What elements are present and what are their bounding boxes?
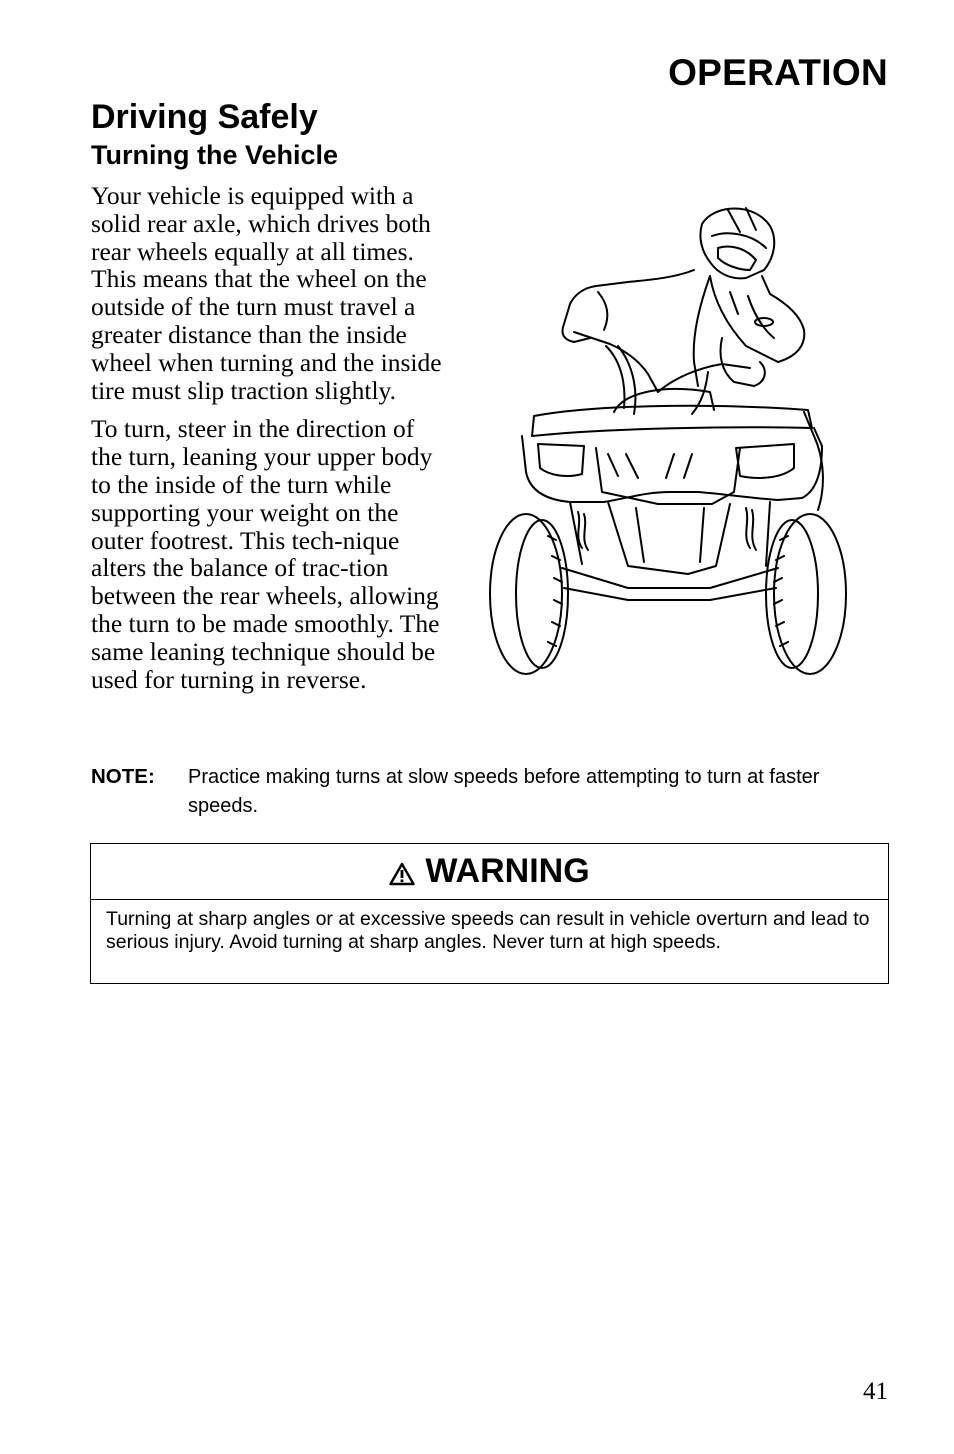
warning-text: Turning at sharp angles or at excessive speeds can result in vehicle overturn and lead to serious injury. Avoid turning at sharp angles. Never turn at high speeds. xyxy=(106,908,870,953)
subsection-title: Turning the Vehicle xyxy=(91,140,339,170)
page-header-title: OPERATION xyxy=(668,52,888,93)
note-text: Practice making turns at slow speeds before attempting to turn at faster speeds. xyxy=(188,766,820,817)
warning-box xyxy=(90,843,889,984)
body-paragraph: To turn, steer in the direction of the turn, leaning your upper body to the inside of the turn while supporting your weight on the outer footrest. This tech-nique alters the balance of trac-tion between the rear wheels, allowing the turn to be made smoothly. The same leaning technique should be used for turning in reverse. xyxy=(91,414,440,694)
warning-triangle-icon xyxy=(389,862,415,886)
page-number: 41 xyxy=(863,1378,888,1405)
body-text-column xyxy=(91,182,443,704)
body-paragraph: Your vehicle is equipped with a solid rear axle, which drives both rear wheels equally at all times. This means that the wheel on the outside of the turn must travel a greater distance than the inside wheel when turning and the inside tire must slip traction slightly. xyxy=(91,181,442,405)
section-title: Driving Safely xyxy=(91,98,318,136)
atv-rider-illustration xyxy=(478,196,870,690)
warning-title: WARNING xyxy=(425,852,590,890)
warning-header xyxy=(91,844,888,900)
note-label: NOTE: xyxy=(91,765,155,788)
